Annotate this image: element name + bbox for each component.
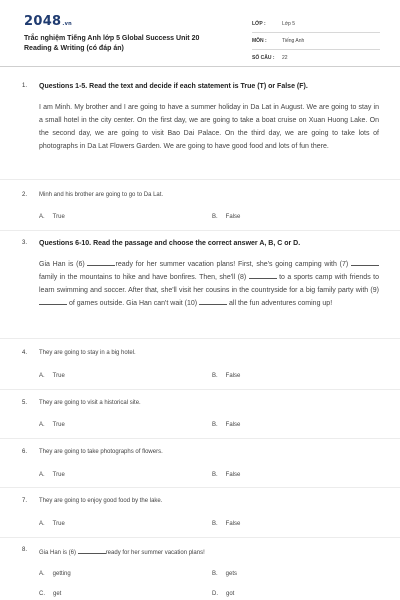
- option-a[interactable]: [39, 422, 65, 428]
- meta-row-count: [252, 50, 380, 67]
- option-a[interactable]: [39, 214, 65, 220]
- option-letter: C.: [39, 591, 45, 597]
- option-a[interactable]: [39, 571, 71, 577]
- passage-fragment: of games outside. Gia Han can't wait (10): [67, 300, 200, 307]
- option-text: True: [52, 472, 65, 478]
- question-fragment: ready for her summer vacation plans!: [105, 550, 205, 556]
- question-text: They are going to visit a historical site.: [39, 400, 141, 406]
- option-text: get: [53, 591, 62, 597]
- question-heading: Questions 1-5. Read the text and decide if each statement is True (T) or False (F).: [39, 83, 308, 90]
- question-divider: [0, 537, 400, 538]
- option-text: False: [225, 214, 241, 220]
- option-letter: B.: [212, 422, 218, 428]
- question-divider: [0, 230, 400, 231]
- question-fragment: Gia Han is (6): [39, 550, 77, 556]
- question-number: 5.: [22, 400, 28, 406]
- passage-fragment: family in the mountains to hike and have bonfires. Then, she'll (8): [39, 274, 249, 281]
- option-text: got: [226, 591, 235, 597]
- passage-fragment: all the fun adventures coming up!: [227, 300, 333, 307]
- option-b[interactable]: [212, 571, 237, 577]
- logo-suffix: .vn: [62, 21, 73, 27]
- meta-info: [252, 16, 380, 67]
- option-b[interactable]: [212, 521, 240, 527]
- passage-fragment: ready for her summer vacation plans! First, she's going camping with (7): [115, 261, 351, 268]
- logo-text: 2048: [24, 14, 62, 29]
- meta-row-class: [252, 16, 380, 33]
- question-number: 2.: [22, 192, 28, 198]
- document-title: [24, 34, 249, 54]
- question-number: 4.: [22, 350, 28, 356]
- meta-key: MÔN :: [252, 38, 267, 44]
- question-divider: [0, 179, 400, 180]
- blank-8: [249, 272, 277, 279]
- option-letter: B.: [212, 373, 218, 379]
- question-number: 7.: [22, 498, 28, 504]
- option-b[interactable]: [212, 373, 240, 379]
- question-number: 6.: [22, 449, 28, 455]
- blank-7: [351, 259, 379, 266]
- option-c[interactable]: [39, 591, 61, 597]
- cloze-passage: [39, 258, 379, 310]
- blank-10: [199, 298, 227, 305]
- question-divider: [0, 338, 400, 339]
- blank-9: [39, 298, 67, 305]
- option-text: gets: [225, 571, 238, 577]
- option-letter: D.: [212, 591, 218, 597]
- header-divider: [0, 66, 400, 67]
- option-text: False: [225, 472, 241, 478]
- question-text: They are going to take photographs of flowers.: [39, 449, 163, 455]
- title-line-1: Trắc nghiệm Tiếng Anh lớp 5 Global Success Unit 20: [24, 35, 200, 42]
- title-line-2: Reading & Writing (có đáp án): [24, 45, 124, 52]
- question-divider: [0, 389, 400, 390]
- option-letter: A.: [39, 472, 45, 478]
- question-divider: [0, 438, 400, 439]
- question-number: 8.: [22, 547, 28, 553]
- question-heading: Questions 6-10. Read the passage and choose the correct answer A, B, C or D.: [39, 240, 301, 247]
- meta-key: LỚP :: [252, 21, 266, 27]
- meta-value: Tiếng Anh: [282, 38, 305, 44]
- option-b[interactable]: [212, 472, 240, 478]
- option-letter: A.: [39, 373, 45, 379]
- option-text: getting: [52, 571, 71, 577]
- option-text: False: [225, 521, 241, 527]
- option-letter: A.: [39, 422, 45, 428]
- worksheet-header: [0, 0, 400, 66]
- passage-fragment: to a sports camp with friends to learn swimming and soccer. After that, she'll visit her cousins in the countryside for a big family party with (9): [39, 274, 379, 294]
- meta-row-subject: [252, 33, 380, 50]
- reading-passage: I am Minh. My brother and I are going to have a summer holiday in Da Lat in August. We are going to stay in a small hotel in the city center. On the first day, we are going to take a boat cruise on Xuan Huong Lake. On the second day, we are going to visit Bao Dai Palace. On the third day, we are going to take lots of photographs in Da Lat Flowers Garden. We are going to have good food and lots of fun there.: [39, 104, 379, 150]
- question-text: They are going to stay in a big hotel.: [39, 350, 136, 356]
- option-letter: A.: [39, 214, 45, 220]
- option-a[interactable]: [39, 472, 65, 478]
- option-text: False: [225, 422, 241, 428]
- blank-6: [78, 547, 106, 554]
- option-text: True: [52, 521, 65, 527]
- question-text: They are going to enjoy good food by the lake.: [39, 498, 163, 504]
- question-number: 1.: [22, 83, 28, 89]
- option-text: False: [225, 373, 241, 379]
- question-text: [39, 547, 378, 556]
- blank-6: [87, 259, 115, 266]
- option-letter: B.: [212, 521, 218, 527]
- meta-value: 22: [282, 55, 288, 61]
- question-number: 3.: [22, 240, 28, 246]
- option-letter: B.: [212, 472, 218, 478]
- question-divider: [0, 487, 400, 488]
- passage-fragment: Gia Han is (6): [39, 261, 88, 268]
- option-d[interactable]: [212, 591, 234, 597]
- option-a[interactable]: [39, 521, 65, 527]
- option-letter: A.: [39, 521, 45, 527]
- option-letter: A.: [39, 571, 45, 577]
- option-letter: B.: [212, 214, 218, 220]
- meta-value: Lớp 5: [282, 21, 296, 27]
- option-text: True: [52, 373, 65, 379]
- option-b[interactable]: [212, 214, 240, 220]
- question-text: Minh and his brother are going to go to Da Lat.: [39, 192, 164, 198]
- site-logo[interactable]: [24, 14, 72, 29]
- option-text: True: [52, 422, 65, 428]
- option-letter: B.: [212, 571, 218, 577]
- option-text: True: [52, 214, 65, 220]
- option-b[interactable]: [212, 422, 240, 428]
- meta-key: SỐ CÂU :: [252, 55, 275, 61]
- option-a[interactable]: [39, 373, 65, 379]
